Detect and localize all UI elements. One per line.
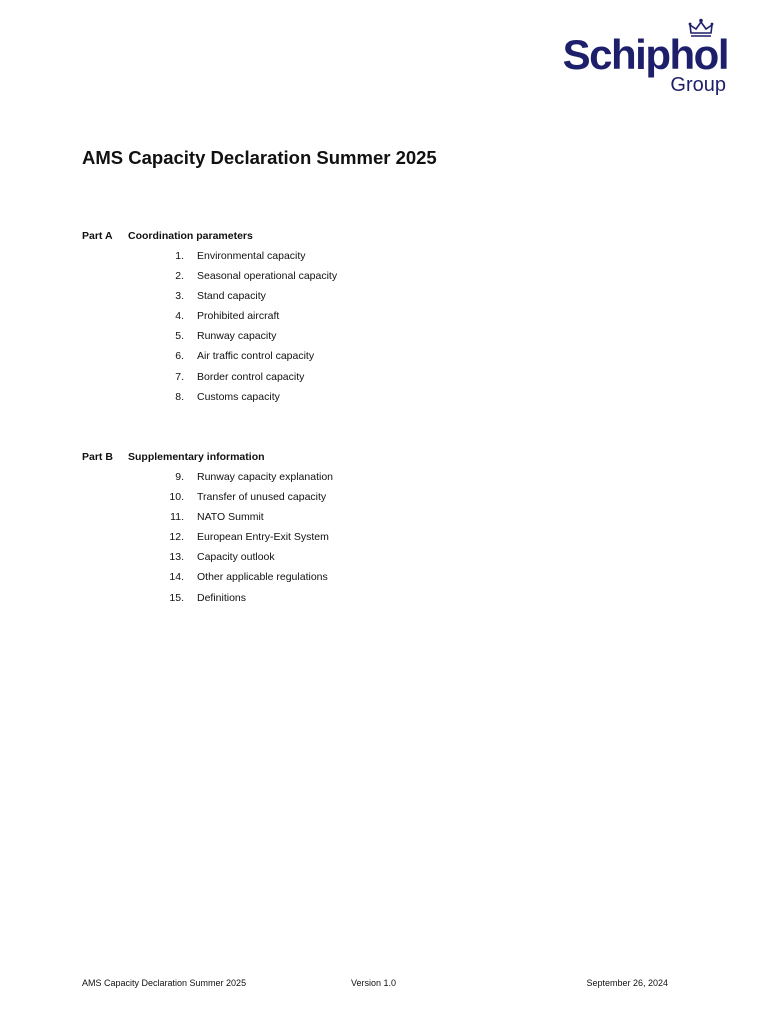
toc-number: 8. [175,390,184,403]
toc-item [82,248,682,268]
toc-entry: NATO Summit [197,511,264,524]
toc-item [82,369,682,389]
toc-item [82,529,682,549]
toc-item [82,549,682,569]
toc-item [82,389,682,409]
toc-entry: Other applicable regulations [197,571,328,584]
toc-number: 9. [175,471,184,483]
part-a-section [82,228,682,409]
part-b-title: Supplementary information [128,451,265,463]
toc-item [82,268,682,288]
toc-entry: Capacity outlook [197,551,275,564]
toc-number: 6. [175,350,184,363]
part-a-list [82,248,682,409]
toc-entry: Environmental capacity [197,250,306,262]
toc-number: 15. [169,591,184,604]
toc-entry: Definitions [197,591,247,604]
footer-document-title: AMS Capacity Declaration Summer 2025 [82,978,247,988]
part-a-title: Coordination parameters [128,230,253,242]
toc-item [82,348,682,368]
toc-number: 3. [175,290,184,303]
toc-item [82,489,682,509]
part-b-label: Part B [82,451,113,463]
toc-entry: Transfer of unused capacity [197,491,327,504]
toc-item [82,509,682,529]
toc-item [82,590,682,610]
toc-entry: Runway capacity [197,330,277,343]
toc-number: 7. [175,370,184,383]
toc-number: 4. [175,310,184,323]
toc-item [82,469,682,489]
part-a-heading [82,228,682,248]
toc-number: 11. [170,511,184,524]
toc-entry: Runway capacity explanation [197,471,333,483]
document-title: AMS Capacity Declaration Summer 2025 [82,147,437,168]
part-b-heading [82,449,682,469]
toc-number: 13. [169,551,184,564]
logo-subtitle: Group [670,74,726,96]
toc-entry: Border control capacity [197,370,305,383]
toc-item [82,308,682,328]
toc-entry: Customs capacity [197,390,280,403]
toc-entry: European Entry-Exit System [197,531,329,544]
toc-entry: Prohibited aircraft [197,310,280,323]
toc-item [82,328,682,348]
toc-entry: Seasonal operational capacity [197,270,338,283]
page-footer [82,976,668,992]
toc-number: 5. [175,330,184,343]
part-b-list [82,469,682,610]
toc-number: 10. [169,491,184,504]
toc-number: 1. [175,250,184,262]
toc-number: 12. [169,531,184,544]
toc-entry: Stand capacity [197,290,266,303]
footer-date: September 26, 2024 [586,978,668,988]
part-a-label: Part A [82,230,113,242]
toc-number: 2. [175,270,184,283]
logo-wordmark: Schiphol [562,31,728,78]
part-b-section [82,449,682,610]
schiphol-group-logo [562,18,728,98]
toc-entry: Air traffic control capacity [197,350,315,363]
toc-number: 14. [169,571,184,584]
toc-item [82,288,682,308]
toc-item [82,569,682,589]
footer-version: Version 1.0 [351,978,397,988]
